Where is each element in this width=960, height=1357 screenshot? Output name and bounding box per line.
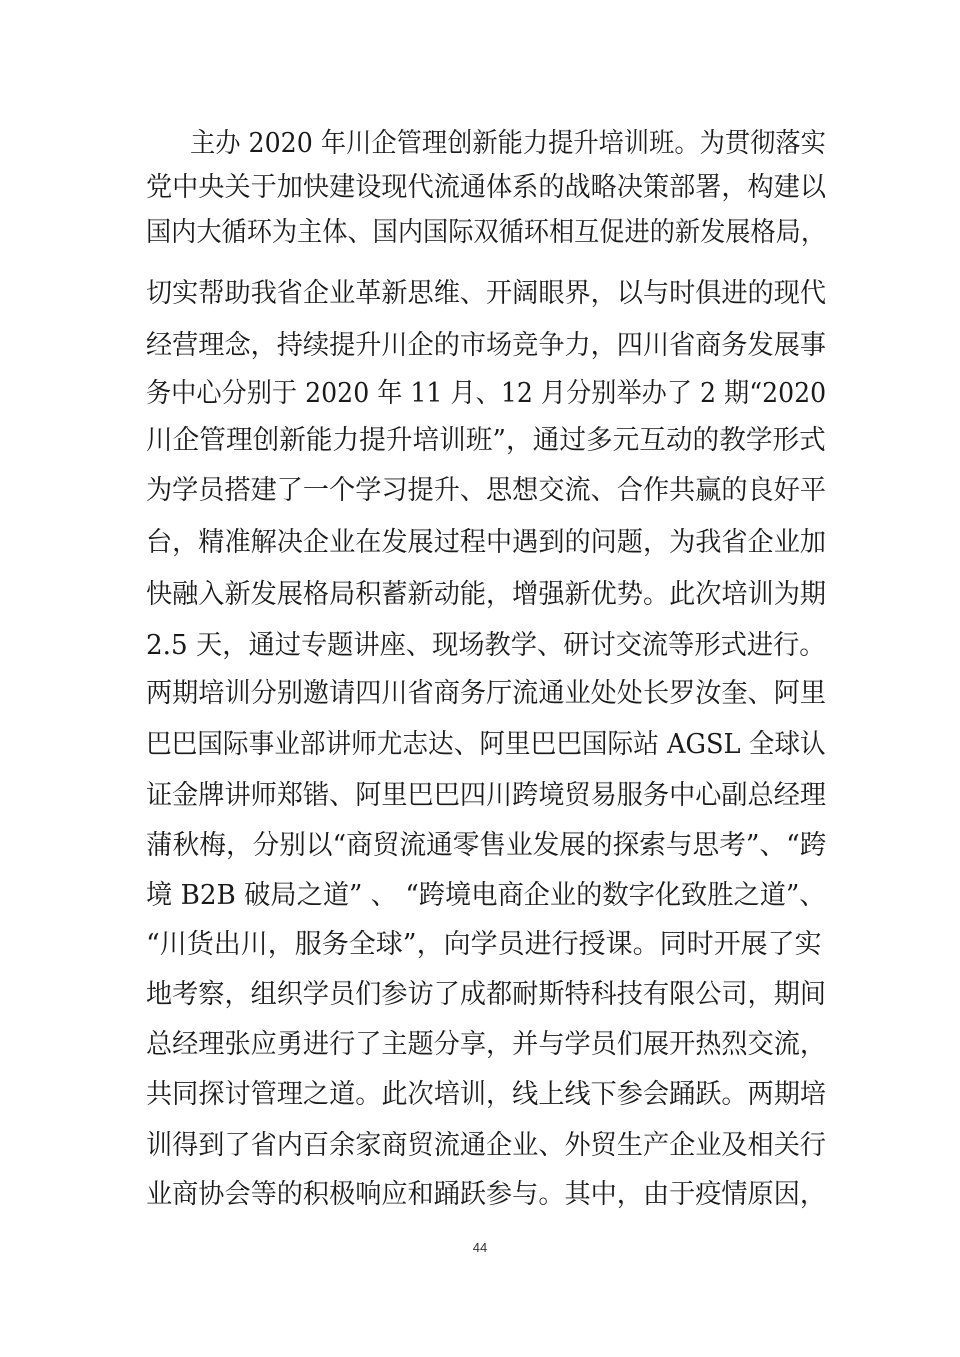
paragraph-line: 2.5 天，通过专题讲座、现场教学、研讨交流等形式进行。	[146, 630, 826, 661]
paragraph-line: 蒲秋梅，分别以“商贸流通零售业发展的探索与思考”、“跨	[146, 830, 827, 861]
paragraph-line: 快融入新发展格局积蓄新动能，增强新优势。此次培训为期	[146, 579, 827, 610]
paragraph-line: 务中心分别于 2020 年 11 月、12 月分别举办了 2 期“2020	[146, 378, 827, 409]
paragraph-line: 总经理张应勇进行了主题分享，并与学员们展开热烈交流，	[146, 1029, 827, 1060]
paragraph-line: 党中央关于加快建设现代流通体系的战略决策部署，构建以	[146, 172, 827, 203]
page-number: 44	[472, 1240, 488, 1255]
paragraph-line: 为学员搭建了一个学习提升、思想交流、合作共赢的良好平	[146, 475, 827, 506]
paragraph-line: 训得到了省内百余家商贸流通企业、外贸生产企业及相关行	[146, 1130, 827, 1161]
paragraph-line: 国内大循环为主体、国内国际双循环相互促进的新发展格局，	[146, 217, 827, 248]
paragraph-line: 经营理念，持续提升川企的市场竞争力，四川省商务发展事	[146, 330, 827, 361]
paragraph-line: 地考察，组织学员们参访了成都耐斯特科技有限公司，期间	[146, 979, 827, 1010]
paragraph-line: 境 B2B 破局之道” 、 “跨境电商企业的数字化致胜之道”、	[146, 880, 826, 911]
paragraph-line: 台，精准解决企业在发展过程中遇到的问题，为我省企业加	[146, 527, 827, 558]
paragraph-line: 巴巴国际事业部讲师尤志达、阿里巴巴国际站 AGSL 全球认	[146, 729, 826, 760]
paragraph-line: 共同探讨管理之道。此次培训，线上线下参会踊跃。两期培	[146, 1079, 827, 1110]
paragraph-line: 两期培训分别邀请四川省商务厅流通业处处长罗汝奎、阿里	[146, 678, 827, 709]
paragraph-line: 业商协会等的积极响应和踊跃参与。其中，由于疫情原因，	[146, 1179, 827, 1210]
paragraph-line: “川货出川，服务全球”，向学员进行授课。同时开展了实	[146, 929, 822, 960]
paragraph-line: 切实帮助我省企业革新思维、开阔眼界，以与时俱进的现代	[146, 278, 827, 309]
paragraph-line: 主办 2020 年川企管理创新能力提升培训班。为贯彻落实	[190, 128, 826, 159]
paragraph-line: 证金牌讲师郑锴、阿里巴巴四川跨境贸易服务中心副总经理	[146, 780, 827, 811]
paragraph-line: 川企管理创新能力提升培训班”，通过多元互动的教学形式	[146, 425, 826, 456]
